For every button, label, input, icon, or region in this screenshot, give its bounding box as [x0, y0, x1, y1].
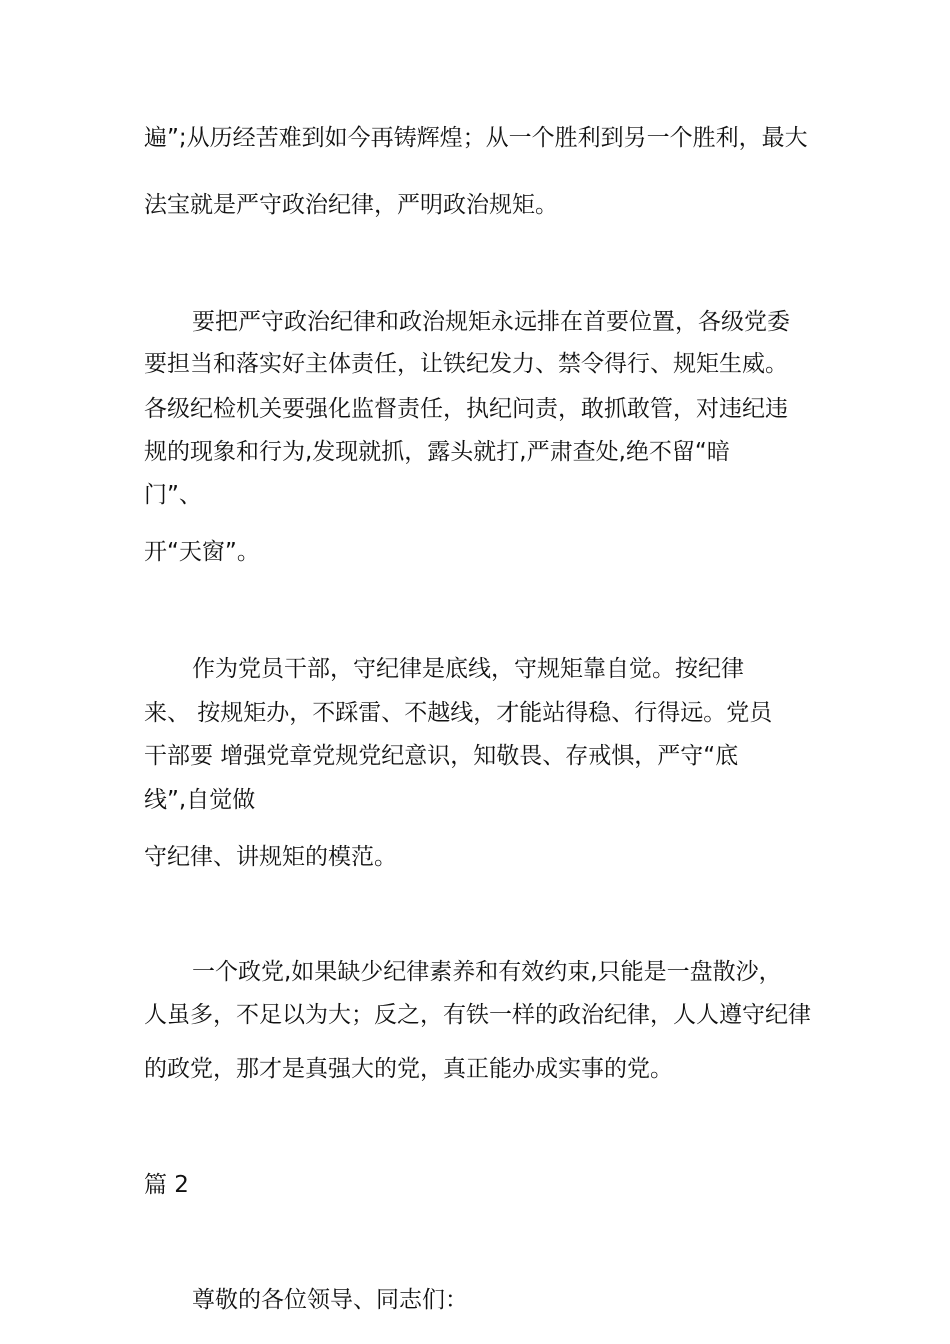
- paragraph-4-line-2: 人虽多，不足以为大；反之，有铁一样的政治纪律，人人遵守纪律: [144, 1002, 811, 1028]
- paragraph-1-line-2: 法宝就是严守政治纪律，严明政治规矩。: [144, 192, 558, 218]
- paragraph-2-line-3: 各级纪检机关要强化监督责任，执纪问责，敢抓敢管，对违纪违: [144, 396, 788, 422]
- paragraph-3-line-4: 线”,自觉做: [144, 787, 256, 813]
- section-heading: 篇 2: [144, 1172, 189, 1198]
- paragraph-3-line-2: 来、 按规矩办，不踩雷、不越线，才能站得稳、行得远。党员: [144, 700, 773, 726]
- paragraph-1-line-1: 遍”;从历经苦难到如今再铸辉煌；从一个胜利到另一个胜利，最大: [144, 125, 808, 151]
- paragraph-2-line-2: 要担当和落实好主体责任，让铁纪发力、禁令得行、规矩生威。: [144, 351, 788, 377]
- salutation: 尊敬的各位领导、同志们：: [192, 1287, 468, 1313]
- paragraph-4-line-3: 的政党，那才是真强大的党，真正能办成实事的党。: [144, 1056, 673, 1082]
- paragraph-3-line-3: 干部要 增强党章党规党纪意识，知敬畏、存戒惧，严守“底: [144, 743, 739, 769]
- paragraph-2-line-1: 要把严守政治纪律和政治规矩永远排在首要位置，各级党委: [192, 309, 790, 335]
- paragraph-3-line-1: 作为党员干部，守纪律是底线，守规矩靠自觉。按纪律: [192, 656, 744, 682]
- paragraph-3-line-5: 守纪律、讲规矩的模范。: [144, 844, 397, 870]
- paragraph-2-line-6: 开“天窗”。: [144, 539, 260, 565]
- paragraph-2-line-4: 规的现象和行为,发现就抓，露头就打,严肃查处,绝不留“暗: [144, 439, 730, 465]
- paragraph-2-line-5: 门”、: [144, 482, 202, 508]
- paragraph-4-line-1: 一个政党,如果缺少纪律素养和有效约束,只能是一盘散沙，: [192, 959, 782, 985]
